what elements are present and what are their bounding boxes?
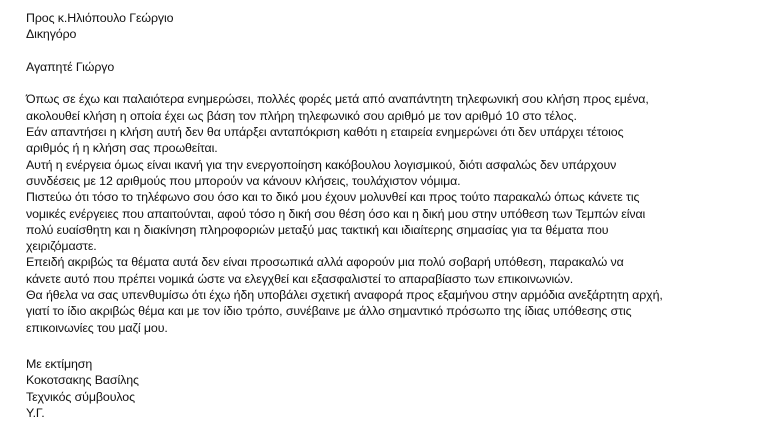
- body-line: χειριζόμαστε.: [26, 239, 97, 254]
- letter-body: [26, 91, 746, 335]
- body-line: Αυτή η ενέργεια όμως είναι ικανή για την ενεργοποίηση κακόβουλου λογισμικού, διότι ασφαλώς δεν υπάρχουν: [26, 157, 617, 172]
- recipient-block: [26, 10, 746, 43]
- body-line: Όπως σε έχω και παλαιότερα ενημερώσει, πολλές φορές μετά από αναπάντητη τηλεφωνική σου κλήση προς εμένα,: [26, 92, 649, 107]
- spacer: [26, 75, 746, 91]
- body-line: γιατί το ίδιο ακριβώς θέμα και με τον ίδιο τρόπο, συνέβαινε με άλλο σημαντικό πρόσωπο της ίδιας υπόθεσης στις: [26, 304, 632, 319]
- signature-line: Με εκτίμηση: [26, 356, 93, 371]
- signature-line: Υ.Γ.: [26, 405, 45, 420]
- spacer: [26, 43, 746, 59]
- signature-line: Κοκοτσακης Βασίλης: [26, 373, 139, 388]
- body-line: νομικές ενέργειες που απαιτούνται, αφού τόσο η δική σου θέση όσο και η δική μου στην υπόθεση των Τεμπών είναι: [26, 206, 646, 221]
- body-line: επικοινωνίες του μαζί μου.: [26, 320, 168, 335]
- body-line: Επειδή ακριβώς τα θέματα αυτά δεν είναι προσωπικά αλλά αφορούν μια πολύ σοβαρή υπόθεση, παρακαλώ να: [26, 255, 624, 270]
- body-line: συνδέσεις με 12 αριθμούς που μπορούν να κάνουν κλήσεις, τουλάχιστον νόμιμα.: [26, 173, 461, 188]
- body-line: αριθμός ή η κλήση σας προωθείται.: [26, 141, 218, 156]
- signature-block: [26, 356, 746, 421]
- spacer: [26, 336, 746, 356]
- body-line: Εάν απαντήσει η κλήση αυτή δεν θα υπάρξει ανταπόκριση καθότι η εταιρεία ενημερώνει ότι δεν υπάρχει τέτοιος: [26, 125, 624, 140]
- recipient-line: Δικηγόρο: [26, 27, 77, 42]
- body-line: πολύ ευαίσθητη και η διακίνηση πληροφοριών μεταξύ μας τακτική και ιδιαίτερης σημασίας για τα θέματα που: [26, 222, 609, 237]
- body-line: Θα ήθελα να σας υπενθυμίσω ότι έχω ήδη υποβάλει σχετική αναφορά προς εξαμήνου στην αρμόδια ανεξάρτητη αρχή,: [26, 288, 663, 303]
- recipient-line: Προς κ.Ηλιόπουλο Γεώργιο: [26, 11, 174, 25]
- letter-document: [26, 10, 746, 421]
- body-line: κάνετε αυτό που πρέπει νομικά ώστε να ελεγχθεί και εξασφαλιστεί το απαραβίαστο των επικοινωνιών.: [26, 271, 574, 286]
- signature-line: Τεχνικός σύμβουλος: [26, 389, 135, 404]
- greeting: Αγαπητέ Γιώργο: [26, 59, 115, 74]
- body-line: ακολουθεί κλήση η οποία έχει ως βάση τον πλήρη τηλεφωνικό σου αριθμό με τον αριθμό 10 στο τέλος.: [26, 108, 577, 123]
- body-line: Πιστεύω ότι τόσο το τηλέφωνο σου όσο και το δικό μου έχουν μολυνθεί και προς τούτο παρακαλώ όπως κάνετε τις: [26, 190, 640, 205]
